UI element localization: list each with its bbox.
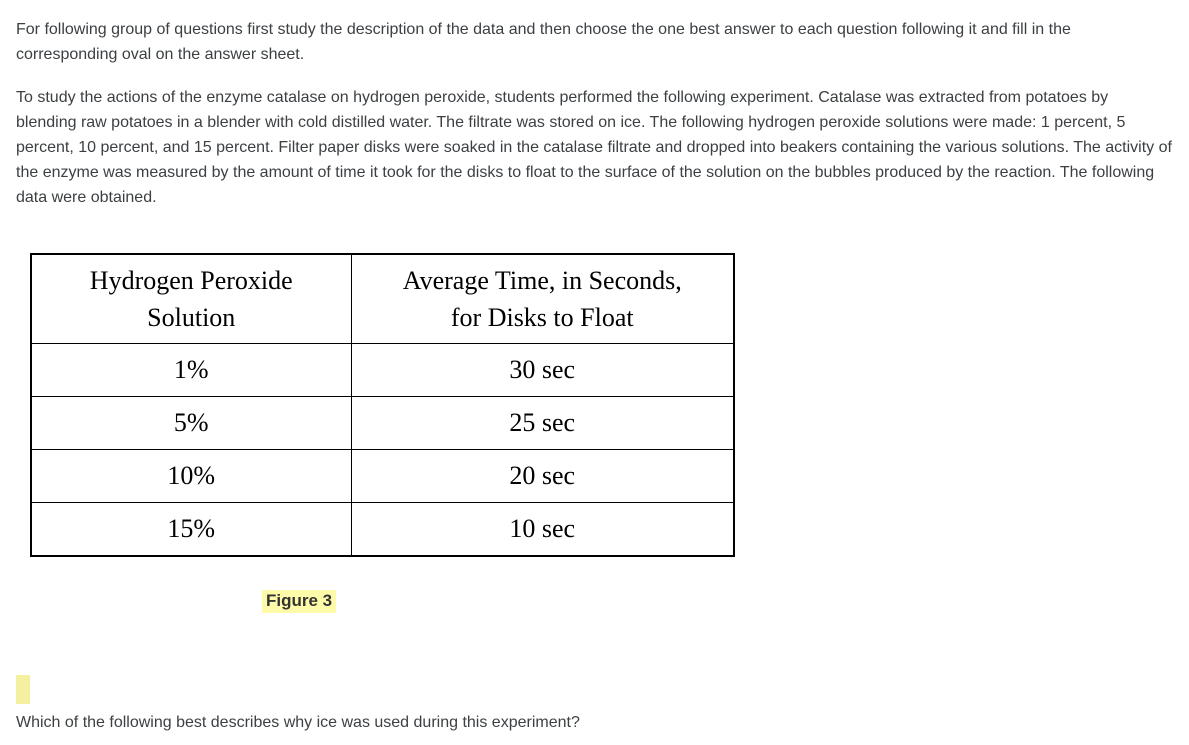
header-line: Solution — [147, 303, 236, 332]
cell-solution: 15% — [31, 503, 351, 557]
cell-time: 30 sec — [351, 344, 734, 397]
experiment-description: To study the actions of the enzyme catalase on hydrogen peroxide, students performed the following experiment. Catalase was extracted from potatoes by blending raw potatoes in a blender with cold distilled water. The filtrate was stored on ice. The following hydrogen peroxide solutions were made: 1 percent, 5 percent, 10 percent, and 15 percent. Filter paper disks were soaked in the catalase filtrate and dropped into beakers containing the various solutions. The activity of the enzyme was measured by the amount of time it took for the disks to float to the surface of the solution on the bubbles produced by the reaction. The following data were obtained. — [16, 89, 1172, 206]
table-header-row — [31, 254, 734, 344]
question-page — [16, 17, 1173, 735]
cell-time: 25 sec — [351, 397, 734, 450]
cell-time: 20 sec — [351, 450, 734, 503]
table-header-solution — [31, 254, 351, 344]
instructions-text: For following group of questions first study the description of the data and then choose the one best answer to each question following it and fill in the corresponding oval on the answer sheet. — [16, 21, 1071, 63]
data-table — [30, 253, 735, 557]
table-row — [31, 450, 734, 503]
cell-solution: 1% — [31, 344, 351, 397]
table-header-time — [351, 254, 734, 344]
cell-time: 10 sec — [351, 503, 734, 557]
header-line: Hydrogen Peroxide — [89, 266, 293, 295]
question-text: Which of the following best describes why ice was used during this experiment? — [16, 714, 580, 731]
table-row — [31, 503, 734, 557]
cell-solution: 10% — [31, 450, 351, 503]
cell-solution: 5% — [31, 397, 351, 450]
figure-caption: Figure 3 — [262, 590, 336, 613]
header-line: Average Time, in Seconds, — [402, 266, 682, 295]
table-row — [31, 344, 734, 397]
header-line: for Disks to Float — [450, 303, 634, 332]
table-row — [31, 397, 734, 450]
highlight-block — [16, 675, 30, 704]
